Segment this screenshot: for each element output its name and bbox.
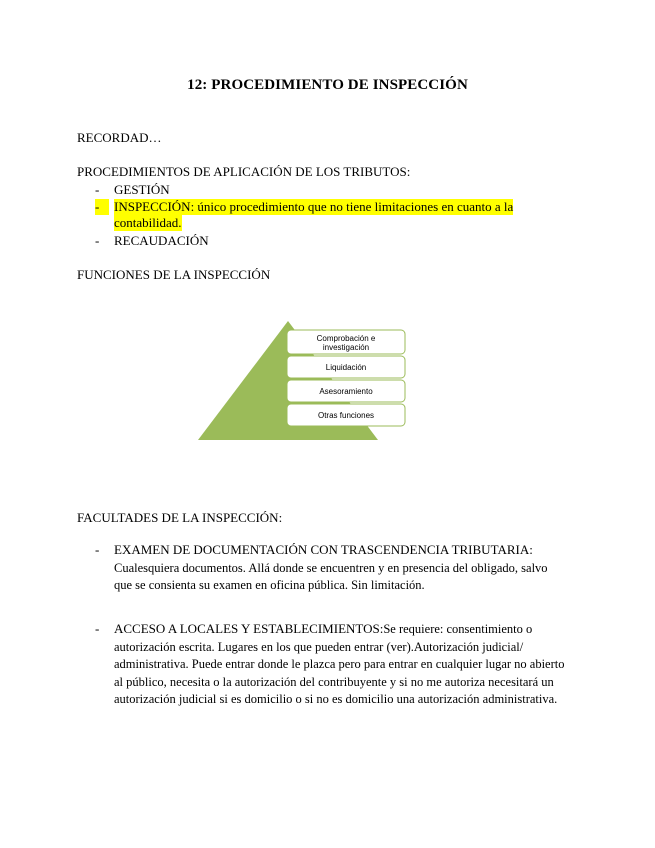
list-dash: - xyxy=(95,199,109,215)
facultad-body: Se requiere: consentimiento o autorización escrita. Lugares en los que pueden entrar (ver).Autorización judicial/ administrativa. Puede entrar donde le plazca pero para entrar en cualquier lugar no abierto al público, necesita o la autorización del contribuyente y si no me autoriza necesitará un autorización judicial si es domicilio o si no es domicilio una autorización administrativa. xyxy=(114,622,565,706)
facultad-lead: EXAMEN DE DOCUMENTACIÓN CON TRASCENDENCIA TRIBUTARIA: xyxy=(114,542,533,557)
pyramid-box-otras xyxy=(287,404,405,426)
list-item-text-highlighted: contabilidad. xyxy=(114,215,182,230)
pyramid-box-label: Asesoramiento xyxy=(319,387,373,396)
recordad-label: RECORDAD… xyxy=(77,130,162,145)
page-title: 12: PROCEDIMIENTO DE INSPECCIÓN xyxy=(187,77,468,93)
funciones-pyramid-diagram xyxy=(190,318,415,444)
funciones-heading: FUNCIONES DE LA INSPECCIÓN xyxy=(77,267,271,282)
list-item-text: GESTIÓN xyxy=(114,182,170,197)
pyramid-box-liquidacion xyxy=(287,356,405,378)
facultad-acceso-paragraph xyxy=(114,620,566,709)
procedimientos-heading: PROCEDIMIENTOS DE APLICACIÓN DE LOS TRIBUTOS: xyxy=(77,164,411,179)
list-dash: - xyxy=(95,621,100,636)
list-item-text: RECAUDACIÓN xyxy=(114,233,209,248)
pyramid-box-asesoramiento xyxy=(287,380,405,402)
list-dash: - xyxy=(95,182,100,197)
pyramid-box-comprobacion xyxy=(287,330,405,354)
pyramid-box-label: Liquidación xyxy=(325,363,367,372)
list-item-text-highlighted: INSPECCIÓN: único procedimiento que no tiene limitaciones en cuanto a la xyxy=(114,199,514,214)
facultades-heading: FACULTADES DE LA INSPECCIÓN: xyxy=(77,510,283,525)
pyramid-box-label: Comprobación e xyxy=(316,334,376,343)
facultad-body: Cualesquiera documentos. Allá donde se encuentren y en presencia del obligado, salvo que se consienta su examen en oficina pública. Sin limitación. xyxy=(114,560,548,592)
facultad-examen-paragraph xyxy=(114,541,566,595)
pyramid-box-label: investigación xyxy=(322,343,370,352)
list-dash: - xyxy=(95,542,100,557)
facultad-lead: ACCESO A LOCALES Y ESTABLECIMIENTOS: xyxy=(114,621,384,636)
list-dash: - xyxy=(95,233,100,248)
pyramid-box-label: Otras funciones xyxy=(317,411,375,420)
